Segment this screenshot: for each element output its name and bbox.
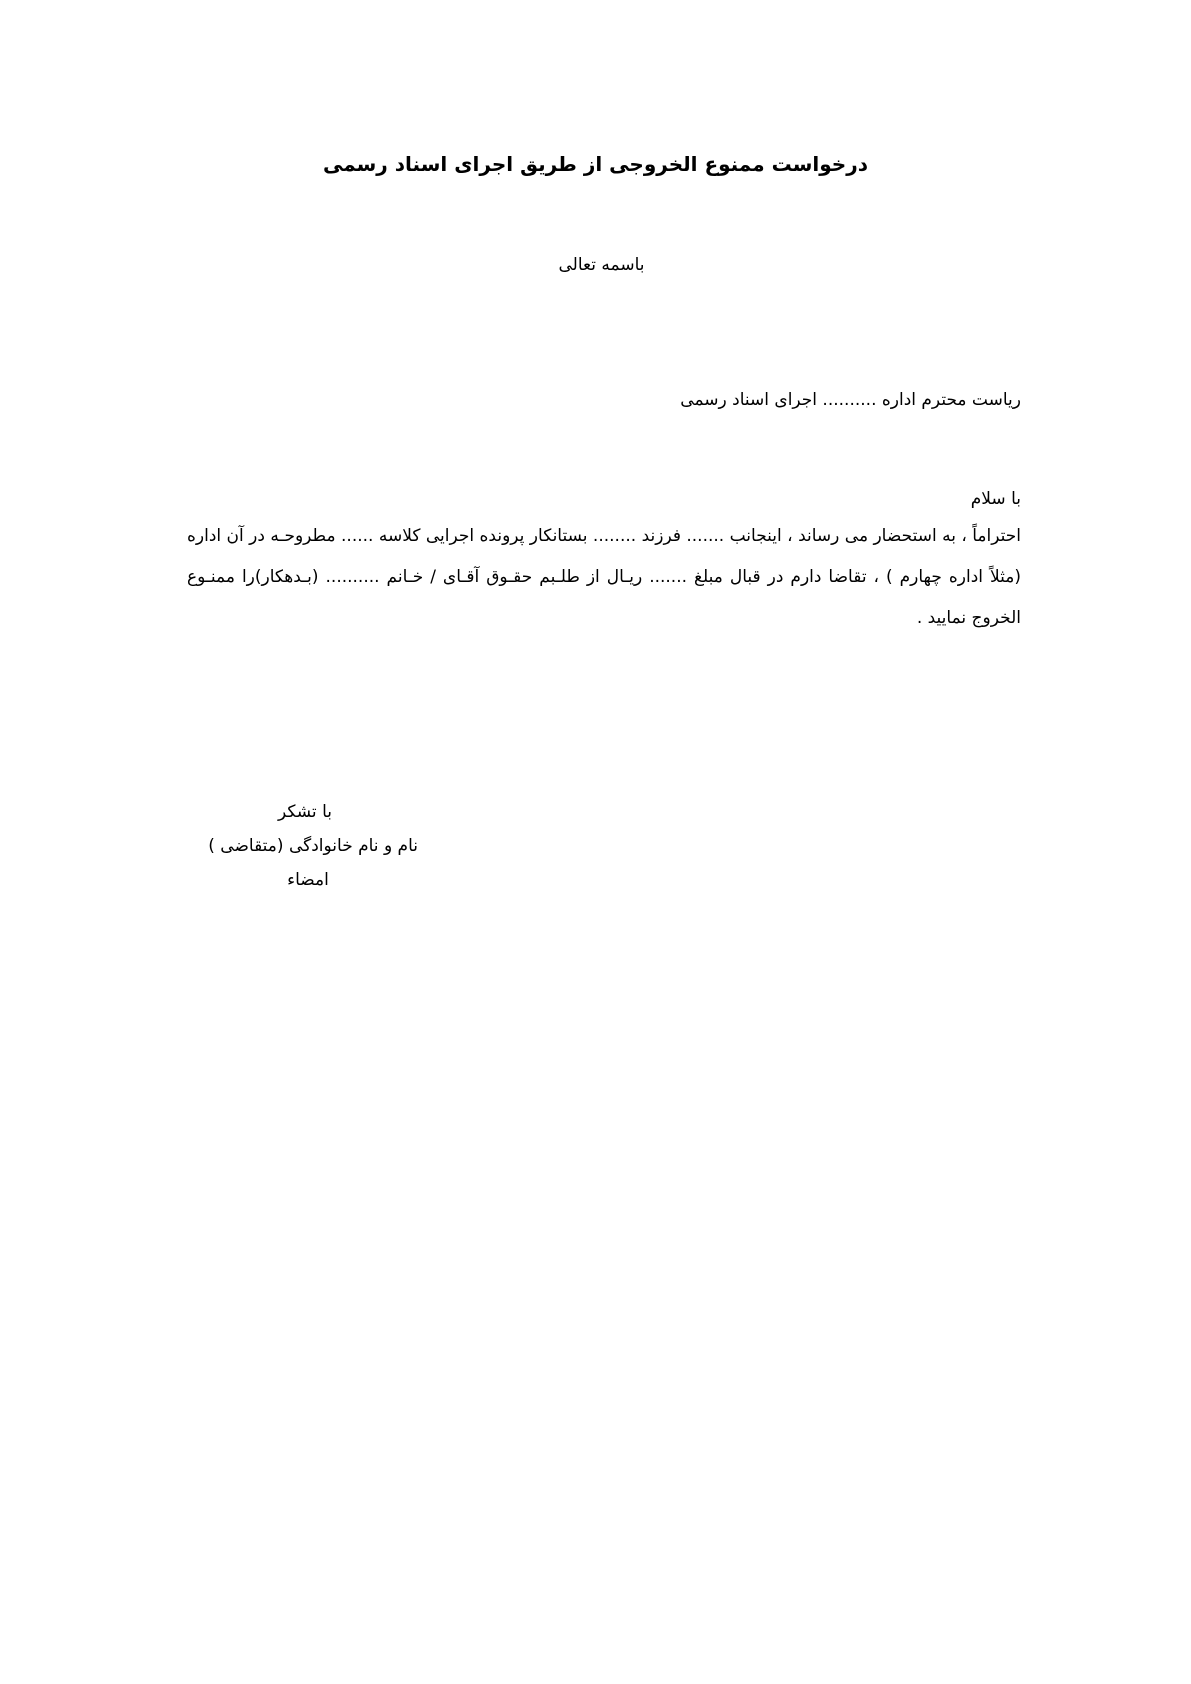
request-paragraph: احتراماً ، به استحضار می رساند ، اینجانب ....... فرزند ........ بستانکار پرونده اجرایی کلاسه ...... مطروحـه در آن اداره (مثلاً اداره چهارم ) ، تقاضا دارم در قبال مبلغ ....... ریـال از طلـبم حقـوق آقـای / خـانم .......... (بـدهکار)را ممنـوع الخروج نمایید . bbox=[187, 526, 1021, 628]
greeting-line: با سلام bbox=[970, 489, 1021, 509]
closing-block bbox=[178, 795, 418, 897]
invocation-line: باسمه تعالی bbox=[558, 255, 645, 275]
signature-line: امضاء bbox=[287, 870, 329, 890]
closing-thanks: با تشکر bbox=[278, 802, 332, 822]
addressee-line: ریاست محترم اداره .......... اجرای اسناد رسمی bbox=[680, 390, 1021, 410]
applicant-name-line: نام و نام خانوادگی (متقاضی ) bbox=[208, 836, 418, 856]
document-title: درخواست ممنوع الخروجی از طریق اجرای اسناد رسمی bbox=[323, 152, 868, 176]
letter-body bbox=[187, 484, 1021, 639]
